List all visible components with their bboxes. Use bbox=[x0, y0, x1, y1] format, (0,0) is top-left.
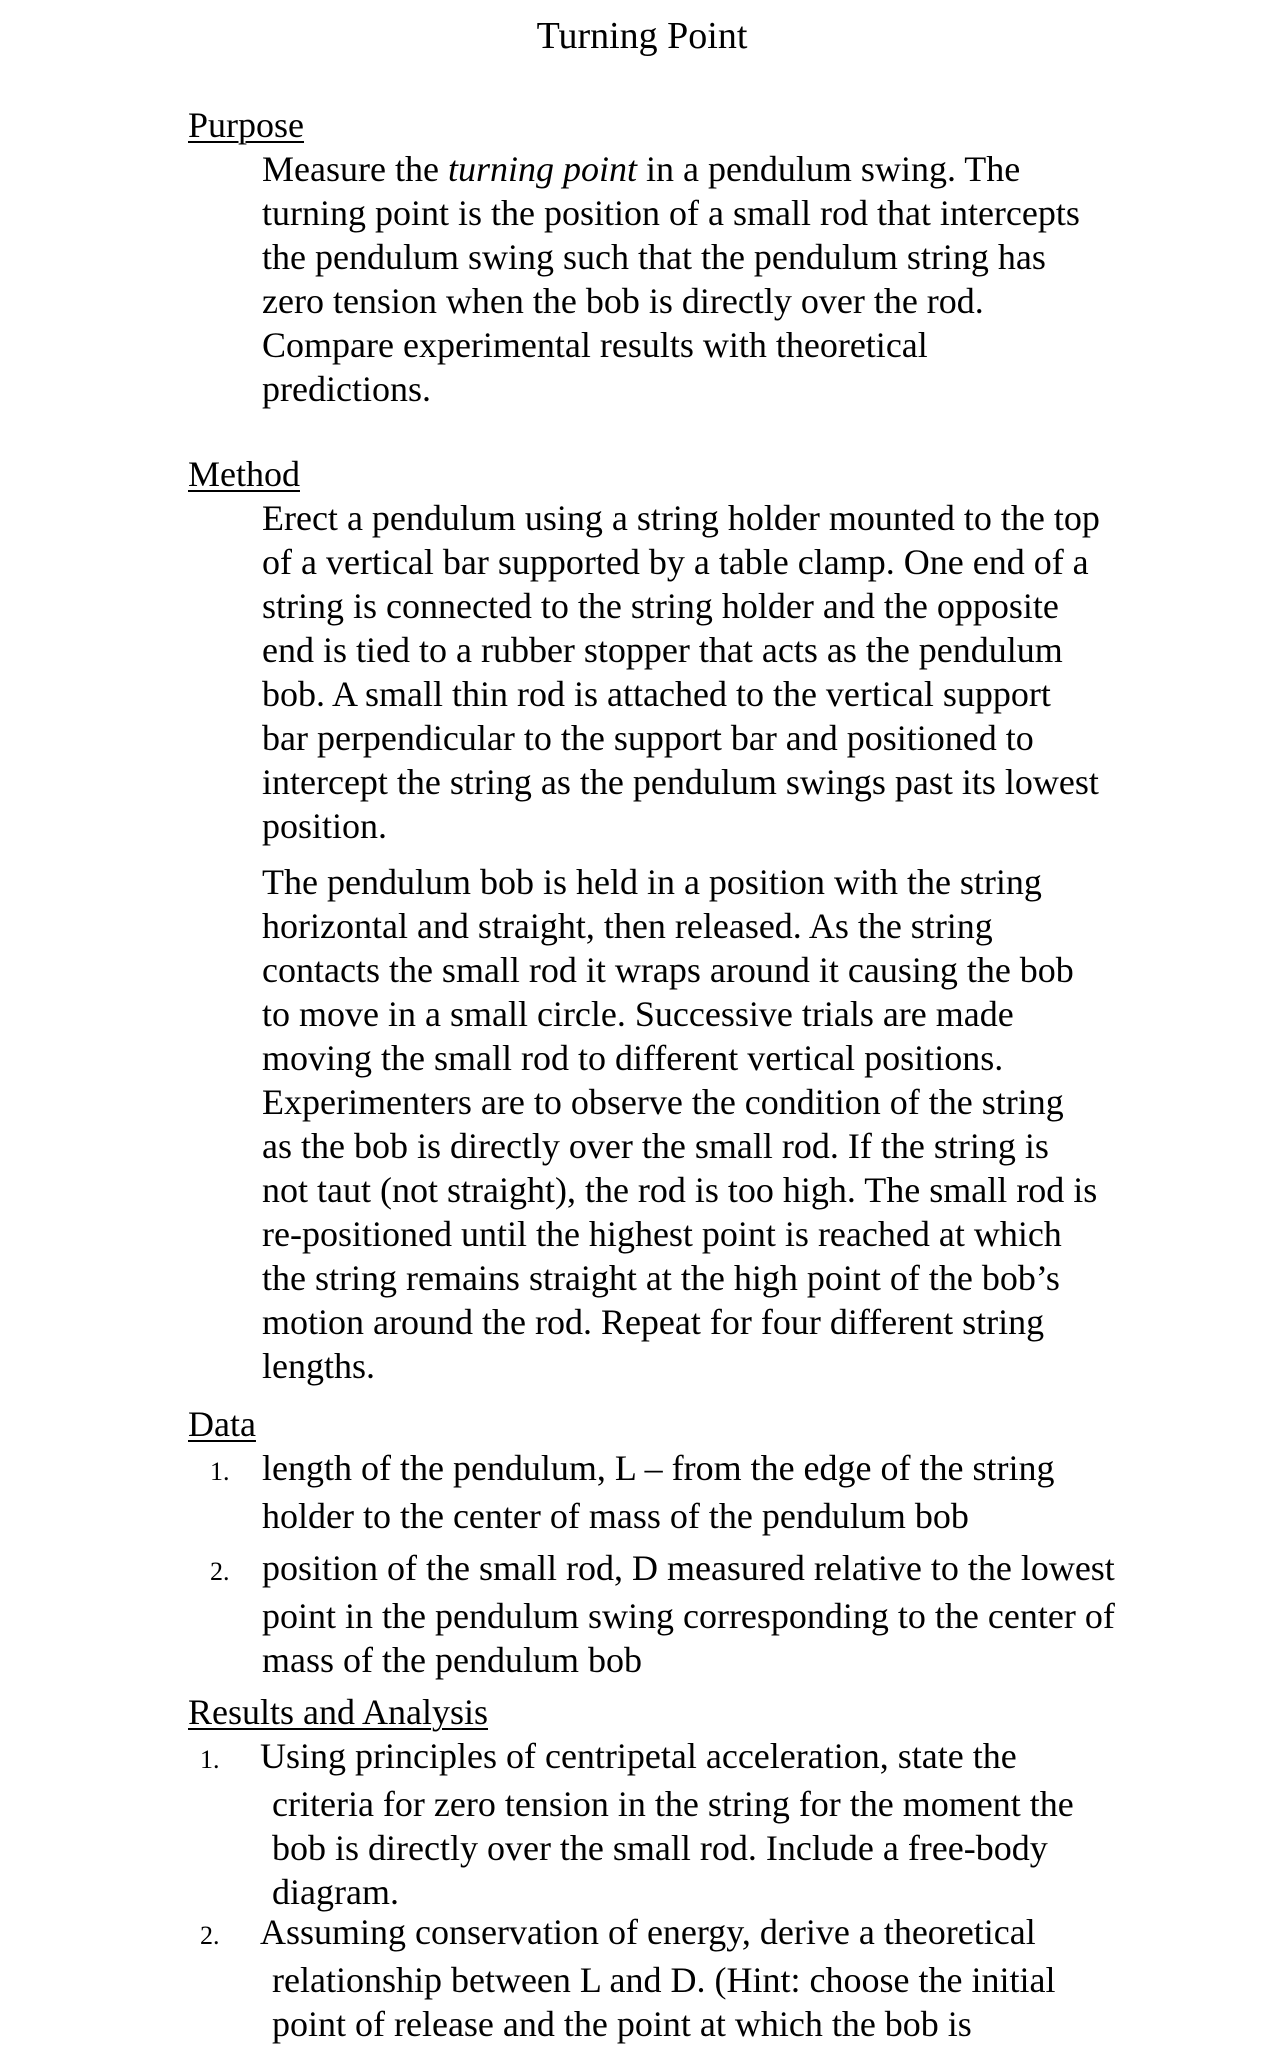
purpose-text-start: Measure the bbox=[262, 149, 448, 189]
data-heading: Data bbox=[188, 1404, 256, 1444]
purpose-paragraph bbox=[262, 147, 1102, 411]
list-number: 1. bbox=[200, 1745, 220, 1774]
results-list-item bbox=[200, 1734, 1122, 1914]
list-number: 1. bbox=[210, 1457, 230, 1486]
purpose-text-rest: in a pendulum swing. The turning point is the position of a small rod that intercepts the pendulum swing such that the pendulum string has zero tension when the bob is directly over the rod. Compare experimental results with theoretical predictions. bbox=[262, 149, 1080, 409]
results-heading: Results and Analysis bbox=[188, 1692, 489, 1732]
list-number: 2. bbox=[210, 1557, 230, 1586]
list-item-text: Using principles of centripetal acceleration, state the criteria for zero tension in the string for the moment the bob is directly over the small rod. Include a free-body diagram. bbox=[260, 1736, 1074, 1912]
list-item-text: length of the pendulum, L – from the edge of the string holder to the center of mass of the pendulum bob bbox=[262, 1448, 1055, 1536]
data-list-item bbox=[210, 1546, 1122, 1682]
list-item-text: position of the small rod, D measured relative to the lowest point in the pendulum swing corresponding to the center of mass of the pendulum bob bbox=[262, 1548, 1115, 1680]
document-title: Turning Point bbox=[536, 15, 748, 57]
results-list-item bbox=[200, 1910, 1122, 2046]
list-number: 2. bbox=[200, 1921, 220, 1950]
list-item-text: Assuming conservation of energy, derive a theoretical relationship between L and D. (Hint: choose the initial point of release and the point at which the bob is bbox=[260, 1912, 1056, 2044]
purpose-italic-term: turning point bbox=[447, 149, 637, 189]
purpose-heading: Purpose bbox=[188, 105, 304, 145]
data-list-item bbox=[210, 1446, 1122, 1538]
method-heading: Method bbox=[188, 454, 300, 494]
method-paragraph-2: The pendulum bob is held in a position with the string horizontal and straight, then released. As the string contacts the small rod it wraps around it causing the bob to move in a small circle. Successive trials are made moving the small rod to different vertical positions. Experimenters are to observe the condition of the string as the bob is directly over the small rod. If the string is not taut (not straight), the rod is too high. The small rod is re-positioned until the highest point is reached at which the string remains straight at the high point of the bob’s motion around the rod. Repeat for four different string lengths. bbox=[262, 862, 1098, 1386]
method-paragraph-1: Erect a pendulum using a string holder mounted to the top of a vertical bar supported by a table clamp. One end of a string is connected to the string holder and the opposite end is tied to a rubber stopper that acts as the pendulum bob. A small thin rod is attached to the vertical support bar perpendicular to the support bar and positioned to intercept the string as the pendulum swings past its lowest position. bbox=[262, 498, 1100, 846]
